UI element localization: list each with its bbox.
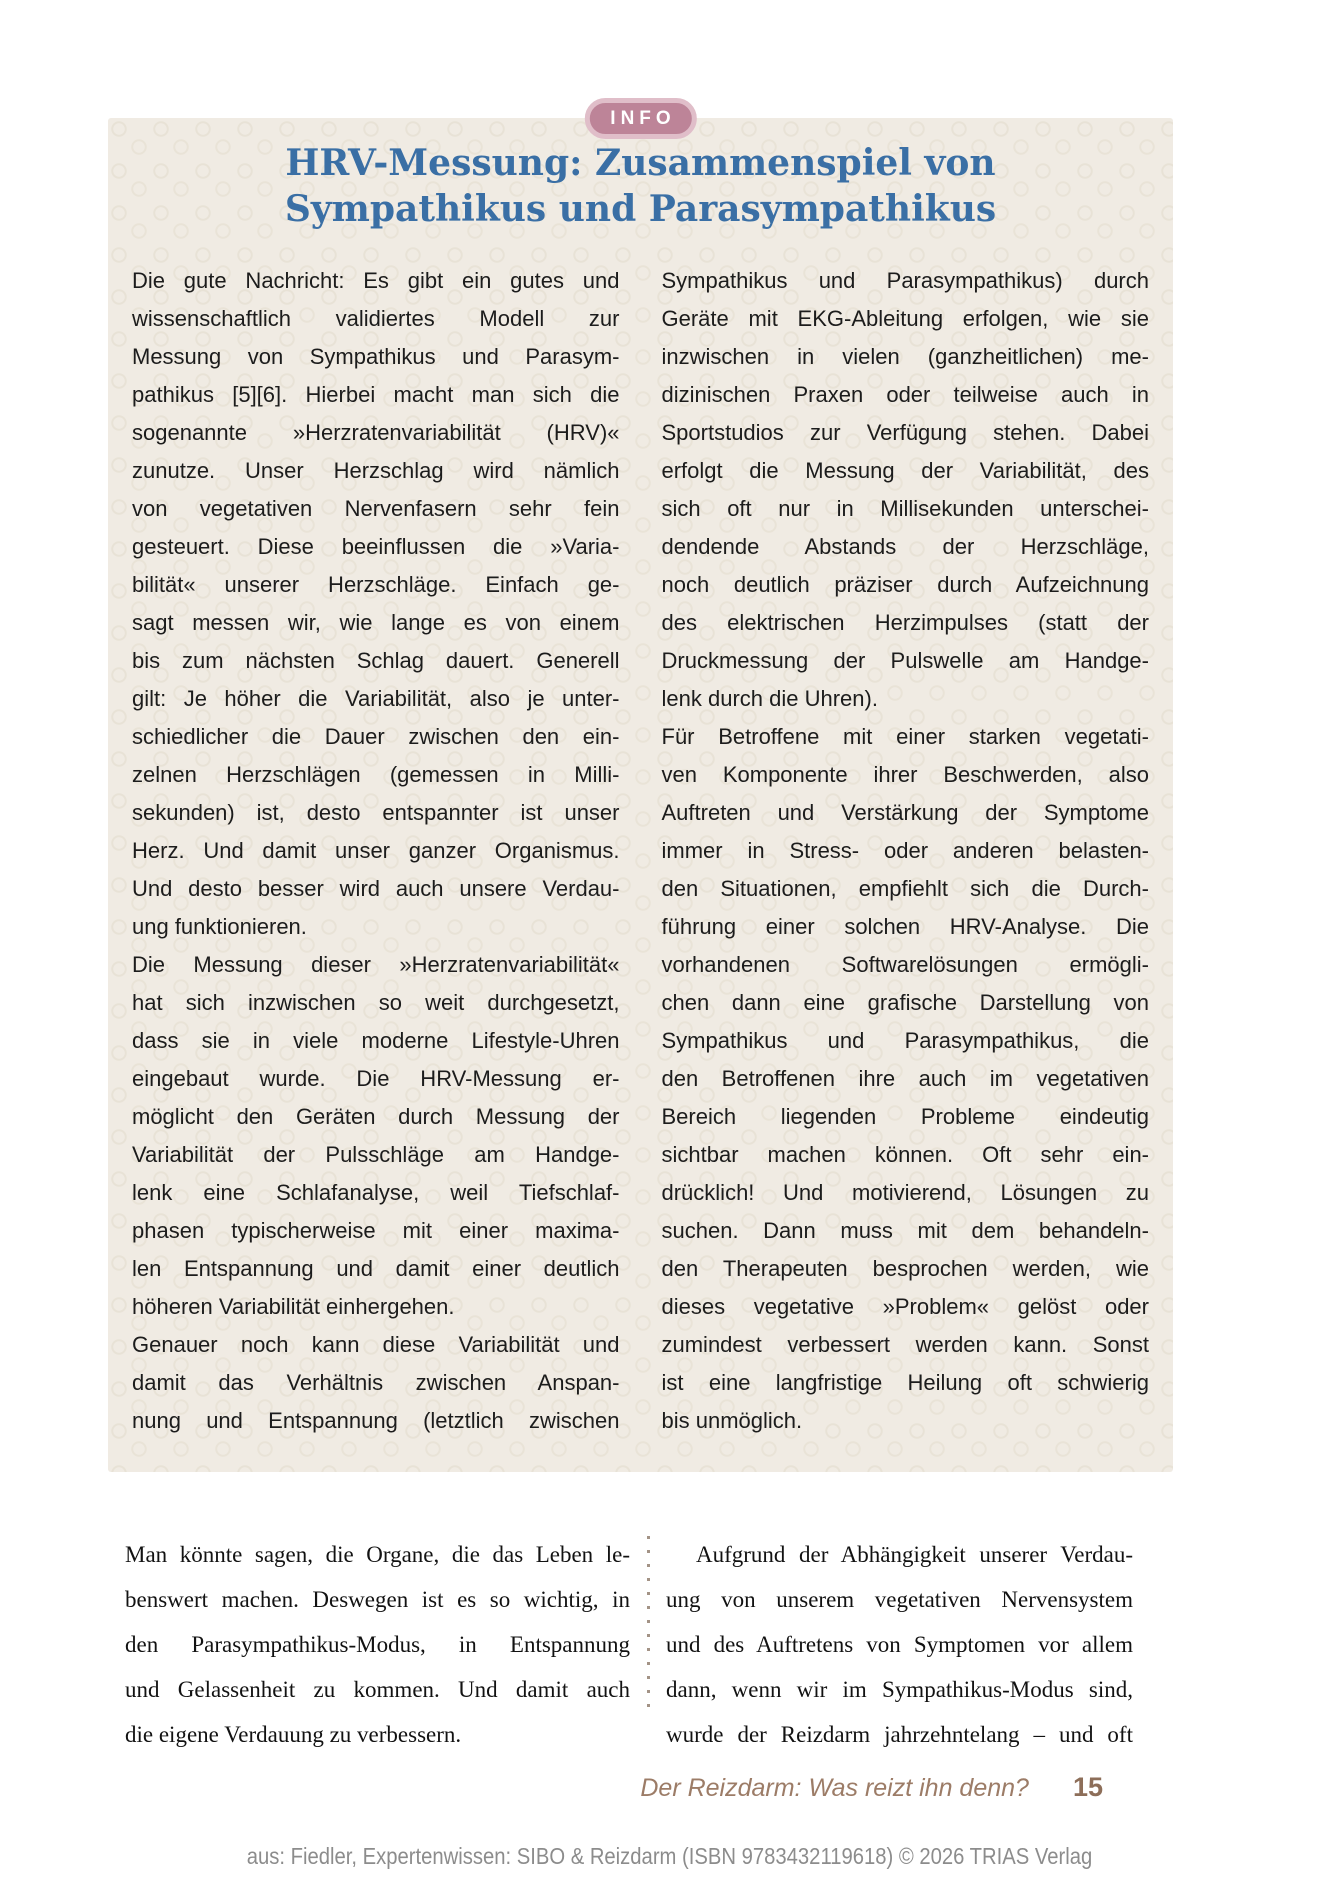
text-line: chen dann eine grafische Darstellung von — [661, 990, 1149, 1015]
info-box-columns — [108, 262, 1173, 1440]
column-divider-dotted — [647, 1536, 650, 1708]
text-line: sich oft nur in Millisekunden unterschei- — [661, 496, 1149, 521]
text-line: den Therapeuten besprochen werden, wie — [661, 1256, 1149, 1281]
text-line: dieses vegetative »Problem« gelöst oder — [661, 1294, 1149, 1319]
text-line: Auftreten und Verstärkung der Symptome — [661, 800, 1149, 825]
text-line: lenk eine Schlafanalyse, weil Tiefschlaf- — [132, 1180, 620, 1205]
text-line: ung funktionieren. — [132, 914, 307, 939]
text-line: den Parasympathikus-Modus, in Entspannung — [125, 1632, 630, 1657]
text-line: den Situationen, empfiehlt sich die Durch- — [661, 876, 1149, 901]
text-line: dass sie in viele moderne Lifestyle-Uhren — [132, 1028, 620, 1053]
text-line: pathikus [5][6]. Hierbei macht man sich die — [132, 382, 620, 407]
text-line: Herz. Und damit unser ganzer Organismus. — [132, 838, 620, 863]
text-line: suchen. Dann muss mit dem behandeln- — [661, 1218, 1149, 1243]
text-line: ung von unserem vegetativen Nervensystem — [666, 1587, 1133, 1612]
body-text — [125, 1532, 1133, 1757]
text-line: inzwischen in vielen (ganzheitlichen) me- — [661, 344, 1149, 369]
text-line: Variabilität der Pulsschläge am Handge- — [132, 1142, 620, 1167]
text-line: bis unmöglich. — [661, 1408, 803, 1433]
text-line: hat sich inzwischen so weit durchgesetzt, — [132, 990, 620, 1015]
text-line: erfolgt die Messung der Variabilität, des — [661, 458, 1149, 483]
text-line: zelnen Herzschlägen (gemessen in Milli- — [132, 762, 620, 787]
text-line: zumindest verbessert werden kann. Sonst — [661, 1332, 1149, 1357]
text-line: eingebaut wurde. Die HRV-Messung er- — [132, 1066, 620, 1091]
info-badge: INFO — [584, 98, 696, 139]
text-line: phasen typischerweise mit einer maxima- — [132, 1218, 620, 1243]
text-line: den Betroffenen ihre auch im vegetativen — [661, 1066, 1149, 1091]
text-line: Aufgrund der Abhängigkeit unserer Verdau- — [696, 1542, 1133, 1567]
text-line: Genauer noch kann diese Variabilität und — [132, 1332, 620, 1357]
text-line: Und desto besser wird auch unsere Verdau- — [132, 876, 620, 901]
body-column-left — [125, 1532, 630, 1757]
text-line: und des Auftretens von Symptomen vor allem — [666, 1632, 1133, 1657]
text-line: höheren Variabilität einhergehen. — [132, 1294, 455, 1319]
text-line: Die gute Nachricht: Es gibt ein gutes und — [132, 268, 620, 293]
text-line: Sympathikus und Parasympathikus) durch — [661, 268, 1149, 293]
text-line: immer in Stress- oder anderen belasten- — [661, 838, 1149, 863]
text-line: Sympathikus und Parasympathikus, die — [661, 1028, 1149, 1053]
text-line: len Entspannung und damit einer deutlich — [132, 1256, 620, 1281]
info-column-left — [132, 262, 620, 1440]
text-line: Druckmessung der Pulswelle am Handge- — [661, 648, 1149, 673]
text-line: dann, wenn wir im Sympathikus-Modus sind, — [666, 1677, 1133, 1702]
text-line: gesteuert. Diese beeinflussen die »Varia- — [132, 534, 620, 559]
body-column-right — [666, 1532, 1133, 1757]
text-line: Für Betroffene mit einer starken vegetati- — [661, 724, 1149, 749]
text-line: ven Komponente ihrer Beschwerden, also — [661, 762, 1149, 787]
text-line: lenk durch die Uhren). — [661, 686, 878, 711]
text-line: sagt messen wir, wie lange es von einem — [132, 610, 620, 635]
text-line: dendende Abstands der Herzschläge, — [661, 534, 1149, 559]
text-line: ist eine langfristige Heilung oft schwierig — [661, 1370, 1149, 1395]
text-line: Bereich liegenden Probleme eindeutig — [661, 1104, 1149, 1129]
text-line: möglicht den Geräten durch Messung der — [132, 1104, 620, 1129]
text-line: Man könnte sagen, die Organe, die das Leben le- — [125, 1542, 630, 1567]
text-line: Die Messung dieser »Herzratenvariabilität« — [132, 952, 620, 977]
text-line: wurde der Reizdarm jahrzehntelang – und oft — [666, 1722, 1133, 1747]
title-line-2: Sympathikus und Parasympathikus — [284, 188, 997, 230]
text-line: dizinischen Praxen oder teilweise auch in — [661, 382, 1149, 407]
text-line: schiedlicher die Dauer zwischen den ein- — [132, 724, 620, 749]
text-line: bilität« unserer Herzschläge. Einfach ge- — [132, 572, 620, 597]
chapter-title: Der Reizdarm: Was reizt ihn denn? — [640, 1774, 1029, 1802]
text-line: zunutze. Unser Herzschlag wird nämlich — [132, 458, 620, 483]
info-box-title — [108, 140, 1173, 232]
text-line: sekunden) ist, desto entspannter ist unser — [132, 800, 620, 825]
text-line: bis zum nächsten Schlag dauert. Generell — [132, 648, 620, 673]
page-footer — [640, 1772, 1103, 1803]
text-line: benswert machen. Deswegen ist es so wichtig, in — [125, 1587, 630, 1612]
text-line: sogenannte »Herzratenvariabilität (HRV)« — [132, 420, 620, 445]
text-line: nung und Entspannung (letztlich zwischen — [132, 1408, 620, 1433]
imprint-line: aus: Fiedler, Expertenwissen: SIBO & Reizdarm (ISBN 9783432119618) © 2026 TRIAS Verlag — [246, 1843, 1093, 1869]
text-line: wissenschaftlich validiertes Modell zur — [132, 306, 620, 331]
text-line: Geräte mit EKG-Ableitung erfolgen, wie sie — [661, 306, 1149, 331]
text-line: sichtbar machen können. Oft sehr ein- — [661, 1142, 1149, 1167]
text-line: drücklich! Und motivierend, Lösungen zu — [661, 1180, 1149, 1205]
text-line: gilt: Je höher die Variabilität, also je unter- — [132, 686, 620, 711]
text-line: führung einer solchen HRV-Analyse. Die — [661, 914, 1149, 939]
page-number: 15 — [1072, 1772, 1103, 1802]
text-line: Sportstudios zur Verfügung stehen. Dabei — [661, 420, 1149, 445]
text-line: die eigene Verdauung zu verbessern. — [125, 1722, 462, 1747]
text-line: damit das Verhältnis zwischen Anspan- — [132, 1370, 620, 1395]
title-line-1: HRV-Messung: Zusammenspiel von — [285, 142, 996, 184]
info-column-right — [662, 262, 1150, 1440]
text-line: noch deutlich präziser durch Aufzeichnung — [661, 572, 1149, 597]
text-line: vorhandenen Softwarelösungen ermögli- — [661, 952, 1149, 977]
info-box — [108, 108, 1173, 1472]
text-line: des elektrischen Herzimpulses (statt der — [661, 610, 1149, 635]
text-line: von vegetativen Nervenfasern sehr fein — [132, 496, 620, 521]
text-line: und Gelassenheit zu kommen. Und damit auch — [125, 1677, 630, 1702]
text-line: Messung von Sympathikus und Parasym- — [132, 344, 620, 369]
